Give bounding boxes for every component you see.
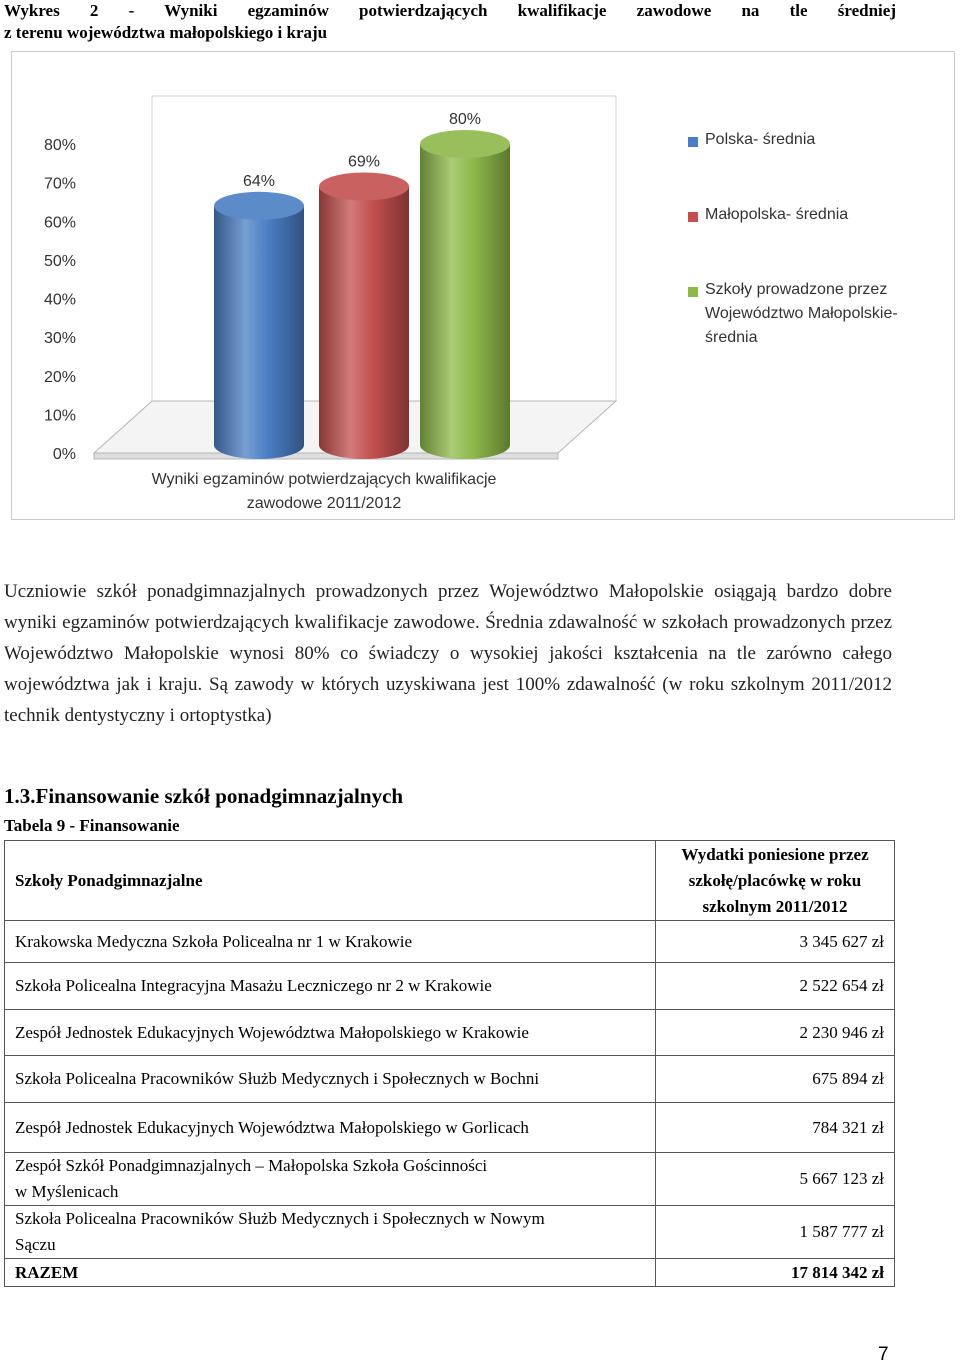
school-name-cell xyxy=(5,1103,656,1153)
y-tick-label: 0% xyxy=(52,446,76,463)
expenditure-cell: 2 522 654 zł xyxy=(656,963,895,1010)
financing-table xyxy=(4,840,895,1287)
school-name-cell xyxy=(5,1056,656,1103)
bar-value-label: 80% xyxy=(448,111,482,128)
school-name-line: Krakowska Medyczna Szkoła Policealna nr 1 w Krakowie xyxy=(15,931,413,951)
expenditure-cell: 784 321 zł xyxy=(656,1103,895,1153)
school-name-cell xyxy=(5,1153,656,1206)
legend-swatch xyxy=(688,212,698,222)
expenditure-cell: 675 894 zł xyxy=(656,1056,895,1103)
school-name-cell xyxy=(5,921,656,963)
school-name-cell xyxy=(5,1010,656,1056)
school-name-line: Zespół Szkół Ponadgimnazjalnych – Małopolska Szkoła Gościnności xyxy=(15,1156,488,1175)
school-name-line: Szkoła Policealna Pracowników Służb Medycznych i Społecznych w Nowym xyxy=(15,1209,545,1228)
expenditure-cell: 3 345 627 zł xyxy=(656,921,895,963)
table-row xyxy=(5,1153,895,1206)
legend-swatch xyxy=(688,287,698,297)
school-name-line: Szkoła Policealna Pracowników Służb Medycznych i Społecznych w Bochni xyxy=(15,1069,540,1088)
chart-caption-line-1: Wykres 2 - Wyniki egzaminów potwierdzających kwalifikacje zawodowe na tle średniej xyxy=(4,1,896,20)
bar-body xyxy=(319,186,409,459)
x-category-label: zawodowe 2011/2012 xyxy=(246,495,402,512)
expenditure-cell: 1 587 777 zł xyxy=(656,1206,895,1259)
school-name-line: Zespół Jednostek Edukacyjnych Województwa Małopolskiego w Gorlicach xyxy=(15,1117,529,1137)
legend-item xyxy=(688,207,940,227)
table-row xyxy=(5,1010,895,1056)
section-heading: 1.3.Finansowanie szkół ponadgimnazjalnych xyxy=(4,784,404,808)
table-row xyxy=(5,1056,895,1103)
bar-top xyxy=(319,172,409,200)
expenditure-cell: 5 667 123 zł xyxy=(656,1153,895,1206)
chart-caption xyxy=(4,0,896,44)
total-amount: 17 814 342 zł xyxy=(656,1259,895,1287)
header-expenditure xyxy=(656,841,895,921)
chart-container xyxy=(11,51,955,520)
header-expenditure-line: Wydatki poniesione przez xyxy=(681,844,869,864)
table-row xyxy=(5,921,895,963)
legend-label xyxy=(705,203,940,227)
legend-label xyxy=(705,278,940,350)
legend-label-line: Polska- średnia xyxy=(705,131,816,148)
page-number: 7 xyxy=(878,1344,889,1365)
school-name-line: Szkoła Policealna Integracyjna Masażu Leczniczego nr 2 w Krakowie xyxy=(15,976,492,995)
y-tick-label: 50% xyxy=(43,252,76,270)
legend-item xyxy=(688,132,940,152)
school-name-cell xyxy=(5,1206,656,1259)
expenditure-cell: 2 230 946 zł xyxy=(656,1010,895,1056)
body-paragraph: Uczniowie szkół ponadgimnazjalnych prowadzonych przez Województwo Małopolskie osiągają bardzo dobre wyniki egzaminów potwierdzających kwalifikacje zawodowe. Średnia zdawalność w szkołach prowadzonych przez Województwo Małopolskie wynosi 80% co świadczy o wysokiej jakości kształcenia na tle zarówno całego województwa jak i kraju. Są zawody w których uzyskiwana jest 100% zdawalność (w roku szkolnym 2011/2012 technik dentystyczny i ortoptystka) xyxy=(4,581,892,726)
legend-label-line: średnia xyxy=(705,329,758,346)
legend-label-line: Małopolska- średnia xyxy=(705,206,849,223)
school-name-line: Zespół Jednostek Edukacyjnych Województwa Małopolskiego w Krakowie xyxy=(15,1022,529,1042)
table-total-row xyxy=(5,1259,895,1287)
x-category-label: Wyniki egzaminów potwierdzających kwalifikacje xyxy=(151,471,497,488)
table-header-row xyxy=(5,841,895,921)
table-row xyxy=(5,1103,895,1153)
legend-item xyxy=(688,282,940,350)
school-name-line: w Myślenicach xyxy=(15,1182,119,1201)
total-label: RAZEM xyxy=(5,1259,656,1287)
school-name-line: Sączu xyxy=(15,1235,56,1254)
table-caption: Tabela 9 - Finansowanie xyxy=(4,816,180,835)
legend-label-line: Szkoły prowadzone przez xyxy=(705,281,888,298)
y-tick-label: 80% xyxy=(43,137,76,154)
table-row xyxy=(5,963,895,1010)
table-row xyxy=(5,1206,895,1259)
y-tick-label: 30% xyxy=(43,330,76,348)
y-tick-label: 70% xyxy=(43,175,76,193)
bar-body xyxy=(420,144,510,459)
bar-top xyxy=(420,130,510,158)
y-tick-label: 40% xyxy=(43,291,76,309)
header-school-name: Szkoły Ponadgimnazjalne xyxy=(5,841,656,921)
y-tick-label: 60% xyxy=(43,214,76,232)
legend-label-line: Województwo Małopolskie- xyxy=(705,305,898,322)
legend-swatch xyxy=(688,137,698,147)
y-tick-label: 20% xyxy=(43,368,76,386)
header-expenditure-line: szkolnym 2011/2012 xyxy=(702,896,848,916)
legend-label xyxy=(705,128,940,152)
header-expenditure-line: szkołę/placówkę w roku xyxy=(688,870,862,890)
y-tick-label: 10% xyxy=(43,407,76,425)
bar-value-label: 64% xyxy=(242,172,276,190)
school-name-cell xyxy=(5,963,656,1010)
chart-caption-line-2: z terenu województwa małopolskiego i kraju xyxy=(4,23,328,42)
bar-top xyxy=(214,192,304,220)
bar-value-label: 69% xyxy=(347,153,381,171)
bar-body xyxy=(214,206,304,459)
